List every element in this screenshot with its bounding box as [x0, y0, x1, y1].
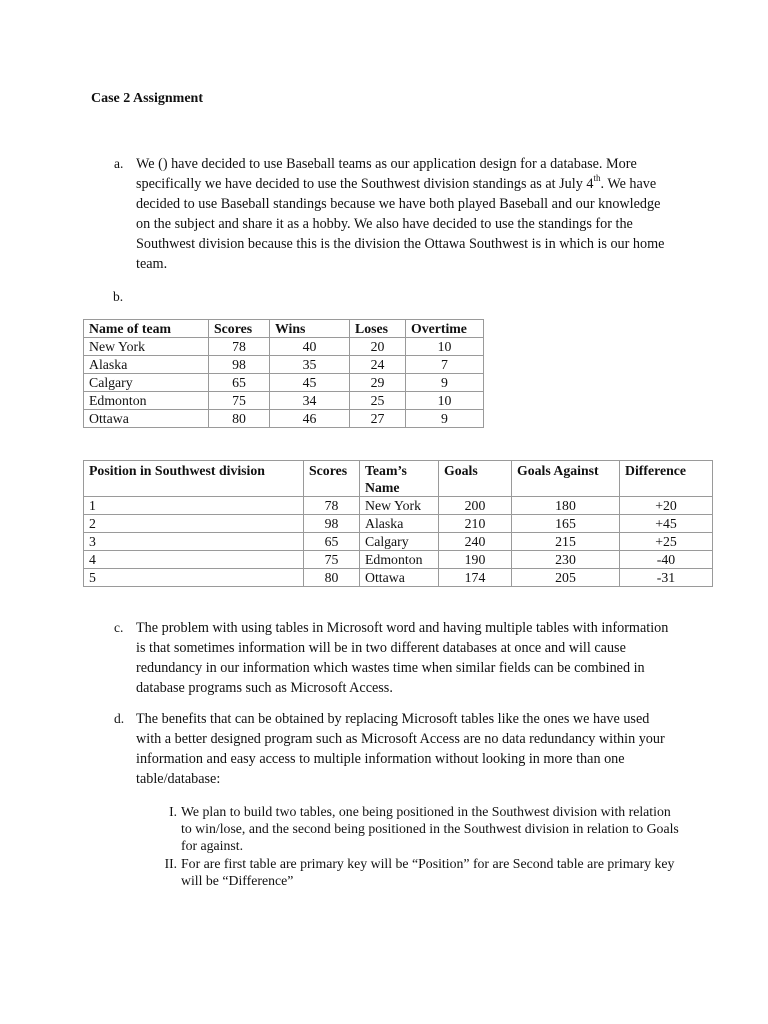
table-cell: 98 [304, 515, 360, 533]
table-cell: 27 [350, 410, 406, 428]
table-header-cell: Name of team [84, 320, 209, 338]
section-a-text-1: We () have decided to use Baseball teams as our application design for a database. More specifically we have decided to use the Southwest division standings as at July 4 [136, 156, 637, 192]
table-cell: 75 [209, 392, 270, 410]
table-cell: 78 [304, 497, 360, 515]
table-cell: 2 [84, 515, 304, 533]
table-cell: +45 [620, 515, 713, 533]
table-cell: -31 [620, 569, 713, 587]
table-row [84, 497, 713, 515]
table-header-row [84, 461, 713, 497]
section-a-marker: a. [114, 156, 124, 171]
table-header-cell: Scores [209, 320, 270, 338]
section-b-marker: b. [113, 289, 124, 304]
page-title: Case 2 Assignment [91, 91, 204, 106]
table-cell: 65 [304, 533, 360, 551]
table-header-cell: Wins [270, 320, 350, 338]
sub-item-2-marker: II. [164, 856, 177, 871]
table-cell: 24 [350, 356, 406, 374]
table-cell: Ottawa [360, 569, 439, 587]
table-header-cell: Difference [620, 461, 713, 497]
division-position-table [83, 460, 713, 587]
section-d-sub-item-1 [169, 803, 681, 854]
table-cell: Calgary [360, 533, 439, 551]
table-row [84, 569, 713, 587]
table-header-cell: Overtime [406, 320, 484, 338]
table-cell: 200 [439, 497, 512, 515]
section-c [114, 618, 676, 698]
table-row [84, 551, 713, 569]
table-cell: 20 [350, 338, 406, 356]
table-cell: +20 [620, 497, 713, 515]
table-cell: 10 [406, 392, 484, 410]
section-d-marker: d. [114, 711, 125, 726]
table-cell: 240 [439, 533, 512, 551]
table-cell: Calgary [84, 374, 209, 392]
sub-item-1-marker: I. [169, 804, 177, 819]
table-cell: 4 [84, 551, 304, 569]
table-cell: Ottawa [84, 410, 209, 428]
table-cell: +25 [620, 533, 713, 551]
table-row [84, 410, 484, 428]
table-cell: 46 [270, 410, 350, 428]
table-cell: 98 [209, 356, 270, 374]
table-cell: 45 [270, 374, 350, 392]
section-a [114, 154, 676, 274]
table-header-cell: Position in Southwest division [84, 461, 304, 497]
table-cell: Alaska [84, 356, 209, 374]
table-header-cell: Scores [304, 461, 360, 497]
table-cell: Edmonton [360, 551, 439, 569]
table-cell: Alaska [360, 515, 439, 533]
table-cell: 29 [350, 374, 406, 392]
table-cell: 40 [270, 338, 350, 356]
table-cell: 165 [512, 515, 620, 533]
section-d-text: The benefits that can be obtained by replacing Microsoft tables like the ones we have used with a better designed program such as Microsoft Access are no data redundancy within your information and easy access to multiple information without looking in more than one table/database: [136, 711, 665, 787]
table-cell: 34 [270, 392, 350, 410]
table-header-row [84, 320, 484, 338]
table-cell: 3 [84, 533, 304, 551]
section-a-superscript: th [593, 173, 601, 184]
table-cell: Edmonton [84, 392, 209, 410]
table-row [84, 338, 484, 356]
table-cell: 230 [512, 551, 620, 569]
table-cell: 9 [406, 410, 484, 428]
table-cell: 210 [439, 515, 512, 533]
table-cell: -40 [620, 551, 713, 569]
table-cell: 35 [270, 356, 350, 374]
table-cell: 78 [209, 338, 270, 356]
table-row [84, 356, 484, 374]
table-cell: 80 [304, 569, 360, 587]
table-header-cell: Loses [350, 320, 406, 338]
section-c-marker: c. [114, 620, 124, 635]
table-header-cell: Goals Against [512, 461, 620, 497]
table-row [84, 392, 484, 410]
table-cell: 80 [209, 410, 270, 428]
table-cell: 205 [512, 569, 620, 587]
team-standings-table [83, 319, 484, 428]
table-cell: 190 [439, 551, 512, 569]
table-cell: New York [360, 497, 439, 515]
section-a-text-2: . We have decided to use Baseball standings because we have both played Baseball and our knowledge on the subject and share it as a hobby. We also have decided to use the standings for the Southwest division because this is the division the Ottawa Southwest is in which is our home team. [136, 176, 665, 272]
table-cell: 180 [512, 497, 620, 515]
table-cell: 10 [406, 338, 484, 356]
table-cell: 215 [512, 533, 620, 551]
table-cell: 25 [350, 392, 406, 410]
table-cell: 1 [84, 497, 304, 515]
sub-item-2-text: For are first table are primary key will be “Position” for are Second table are primary key will be “Difference” [181, 856, 675, 888]
table-row [84, 533, 713, 551]
section-c-text: The problem with using tables in Microsoft word and having multiple tables with information is that sometimes information will be in two different databases at once and will cause redundancy in our information which wastes time when similar fields can be combined in database programs such as Microsoft Access. [136, 620, 669, 696]
section-d-sub-item-2 [164, 855, 681, 889]
sub-item-1-text: We plan to build two tables, one being positioned in the Southwest division with relation to win/lose, and the second being positioned in the Southwest division in relation to Goals for against. [181, 804, 679, 853]
table-header-cell: Goals [439, 461, 512, 497]
table-row [84, 515, 713, 533]
table-cell: 5 [84, 569, 304, 587]
table-cell: New York [84, 338, 209, 356]
section-d [114, 709, 676, 789]
table-cell: 75 [304, 551, 360, 569]
table-cell: 7 [406, 356, 484, 374]
table-cell: 174 [439, 569, 512, 587]
table-cell: 9 [406, 374, 484, 392]
table-header-cell: Team’s Name [360, 461, 439, 497]
table-cell: 65 [209, 374, 270, 392]
table-row [84, 374, 484, 392]
